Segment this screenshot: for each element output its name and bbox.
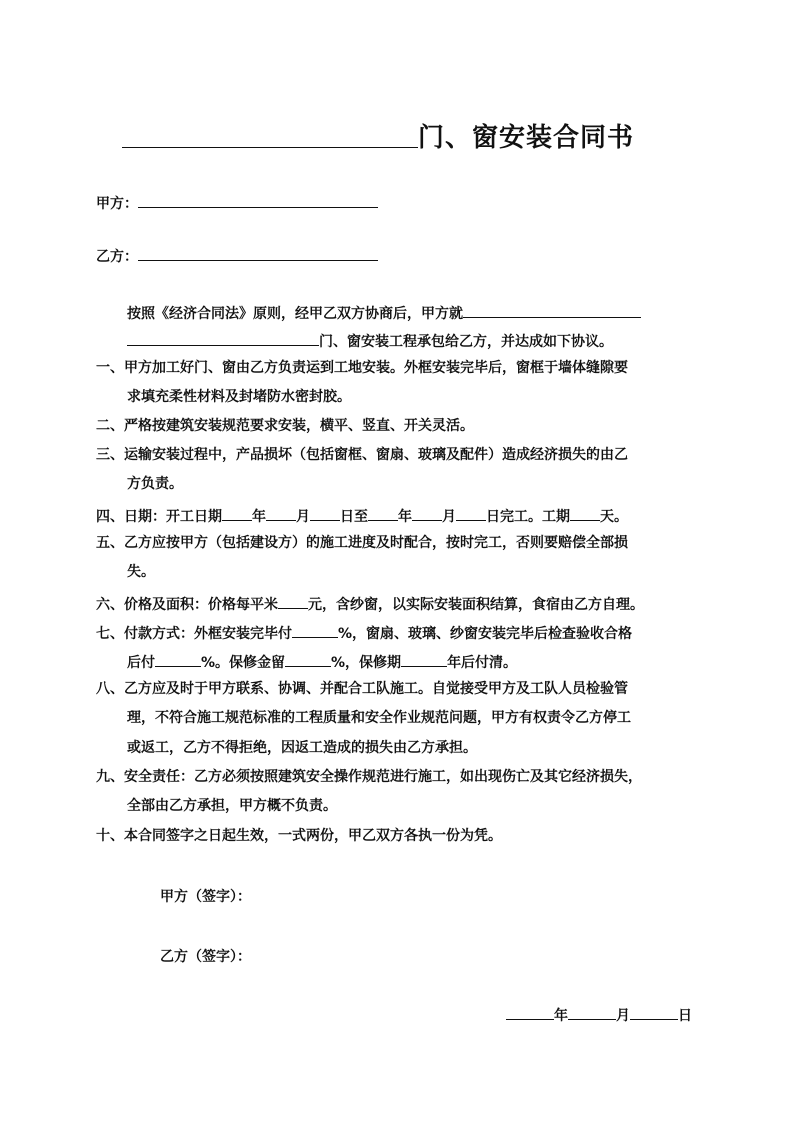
clause-1-line-1: 一、甲方加工好门、窗由乙方负责运到工地安装。外框安装完毕后，窗框于墙体缝隙要 — [96, 360, 628, 376]
sign-day-blank[interactable] — [630, 1003, 678, 1020]
clause-8-line-3: 或返工，乙方不得拒绝，因返工造成的损失由乙方承担。 — [127, 740, 477, 756]
duration-blank[interactable] — [570, 504, 600, 521]
clause-5-line-1: 五、乙方应按甲方（包括建设方）的施工进度及时配合，按时完工，否则要赔偿全部损 — [96, 535, 628, 551]
party-b-label: 乙方： — [96, 249, 138, 265]
final-payment-percent-blank[interactable] — [155, 650, 201, 667]
clause-9-line-1: 九、安全责任：乙方必须按照建筑安全操作规范进行施工，如出现伤亡及其它经济损失， — [96, 769, 642, 785]
clause-3-line-2: 方负责。 — [127, 476, 183, 492]
clause-4-days-label: 天。 — [600, 509, 628, 525]
clause-9-line-2: 全部由乙方承担，甲方概不负责。 — [127, 798, 337, 814]
frame-payment-percent-blank[interactable] — [292, 621, 338, 638]
sign-day-label: 日 — [678, 1008, 692, 1024]
clause-2-line-1: 二、严格按建筑安装规范要求安装，横平、竖直、开关灵活。 — [96, 418, 474, 434]
warranty-deposit-percent-blank[interactable] — [285, 650, 331, 667]
end-day-blank[interactable] — [456, 504, 486, 521]
clause-4-day-to: 日至 — [340, 509, 368, 525]
clause-4-line-1 — [96, 504, 628, 527]
start-year-blank[interactable] — [222, 504, 252, 521]
warranty-period-blank[interactable] — [401, 650, 447, 667]
party-a-row — [96, 191, 378, 214]
clause-7-text-6: 年后付清。 — [447, 655, 518, 671]
start-day-blank[interactable] — [310, 504, 340, 521]
clause-7-text-2: %，窗扇、玻璃、纱窗安装完毕后检查验收合格 — [338, 626, 633, 642]
document-title — [122, 114, 634, 154]
clause-4-year-2: 年 — [398, 509, 412, 525]
price-per-sqm-blank[interactable] — [278, 592, 308, 609]
clause-7-line-2 — [127, 650, 517, 673]
party-b-blank[interactable] — [138, 244, 378, 261]
clause-5-line-2: 失。 — [127, 564, 155, 580]
intro-project-blank-2[interactable] — [127, 329, 319, 346]
intro-line-1 — [127, 301, 641, 324]
clause-6-text-1: 六、价格及面积：价格每平米 — [96, 597, 278, 613]
clause-7-line-1 — [96, 621, 632, 644]
party-a-label: 甲方： — [96, 196, 138, 212]
clause-7-text-3: 后付 — [127, 655, 155, 671]
title-project-blank[interactable] — [122, 117, 418, 148]
sign-month-label: 月 — [616, 1008, 630, 1024]
clause-8-line-1: 八、乙方应及时于甲方联系、协调、并配合工队施工。自觉接受甲方及工队人员检验管 — [96, 681, 628, 697]
clause-7-text-4: %。保修金留 — [201, 655, 286, 671]
party-b-row — [96, 244, 378, 267]
title-text: 门、窗安装合同书 — [418, 123, 635, 153]
end-year-blank[interactable] — [368, 504, 398, 521]
clause-3-line-1: 三、运输安装过程中，产品损坏（包括窗框、窗扇、玻璃及配件）造成经济损失的由乙 — [96, 447, 628, 463]
start-month-blank[interactable] — [266, 504, 296, 521]
clause-4-start-label: 四、日期：开工日期 — [96, 509, 222, 525]
clause-7-text-5: %，保修期 — [331, 655, 402, 671]
clause-4-year-1: 年 — [252, 509, 266, 525]
intro-line-2 — [127, 329, 613, 352]
clause-4-month-1: 月 — [296, 509, 310, 525]
sign-year-blank[interactable] — [506, 1003, 554, 1020]
intro-project-blank[interactable] — [463, 301, 641, 318]
sign-year-label: 年 — [554, 1008, 568, 1024]
party-a-blank[interactable] — [138, 191, 378, 208]
intro-text-1: 按照《经济合同法》原则，经甲乙双方协商后，甲方就 — [127, 306, 463, 322]
clause-7-text-1: 七、付款方式：外框安装完毕付 — [96, 626, 292, 642]
signature-date-row — [506, 1003, 692, 1026]
end-month-blank[interactable] — [412, 504, 442, 521]
clause-1-line-2: 求填充柔性材料及封堵防水密封胶。 — [127, 389, 351, 405]
clause-6-text-2: 元，含纱窗，以实际安装面积结算，食宿由乙方自理。 — [308, 597, 644, 613]
sign-month-blank[interactable] — [568, 1003, 616, 1020]
clause-4-finish-label: 日完工。工期 — [486, 509, 570, 525]
clause-8-line-2: 理，不符合施工规范标准的工程质量和安全作业规范问题，甲方有权责令乙方停工 — [127, 710, 631, 726]
party-a-signature[interactable]: 甲方（签字）： — [160, 889, 251, 905]
clause-4-month-2: 月 — [442, 509, 456, 525]
clause-10-line-1: 十、本合同签字之日起生效，一式两份，甲乙双方各执一份为凭。 — [96, 828, 502, 844]
clause-6-line-1 — [96, 592, 644, 615]
party-b-signature[interactable]: 乙方（签字）： — [160, 949, 251, 965]
intro-text-2: 门、窗安装工程承包给乙方，并达成如下协议。 — [319, 334, 613, 350]
